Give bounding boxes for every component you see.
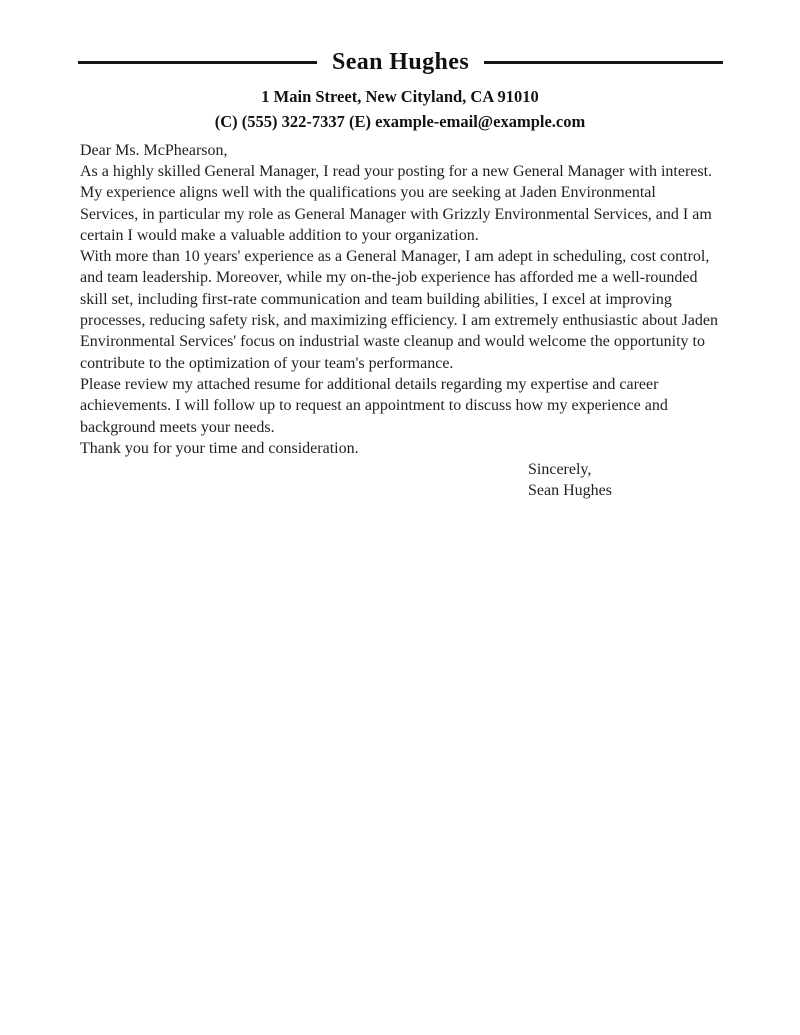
body-paragraph-2: With more than 10 years' experience as a General Manager, I am adept in scheduling, cost control, and team leadership. Moreover, while my on-the-job experience has afforded me a well-rounded skill set, including first-rate communication and team building abilities, I excel at improving processes, reducing safety risk, and maximizing efficiency. I am extremely enthusiastic about Jaden Environmental Services' focus on industrial waste cleanup and would welcome the opportunity to contribute to the optimization of your team's performance. bbox=[80, 248, 719, 372]
greeting-line: Dear Ms. McPhearson, bbox=[80, 141, 228, 159]
body-paragraph-3: Please review my attached resume for additional details regarding my expertise and career achievements. I will follow up to request an appointment to discuss how my experience and background meets your needs. bbox=[80, 375, 668, 436]
closing-line: Sincerely, bbox=[528, 461, 592, 479]
letter-header bbox=[78, 49, 723, 75]
letter-body bbox=[80, 140, 718, 502]
thank-you-line: Thank you for your time and consideration. bbox=[80, 439, 359, 457]
address-line: 1 Main Street, New Cityland, CA 91010 bbox=[261, 87, 539, 107]
letter-author-name: Sean Hughes bbox=[331, 49, 470, 75]
signature-name: Sean Hughes bbox=[528, 482, 612, 500]
contact-line: (C) (555) 322-7337 (E) example-email@example.com bbox=[214, 112, 586, 132]
closing-block bbox=[528, 459, 718, 502]
header-rule-right bbox=[484, 61, 723, 64]
body-paragraph-1: As a highly skilled General Manager, I read your posting for a new General Manager with interest. My experience aligns well with the qualifications you are seeking at Jaden Environmental Services, in particular my role as General Manager with Grizzly Environmental Services, and I am certain I would make a valuable addition to your organization. bbox=[80, 162, 713, 244]
header-rule-left bbox=[78, 61, 317, 64]
